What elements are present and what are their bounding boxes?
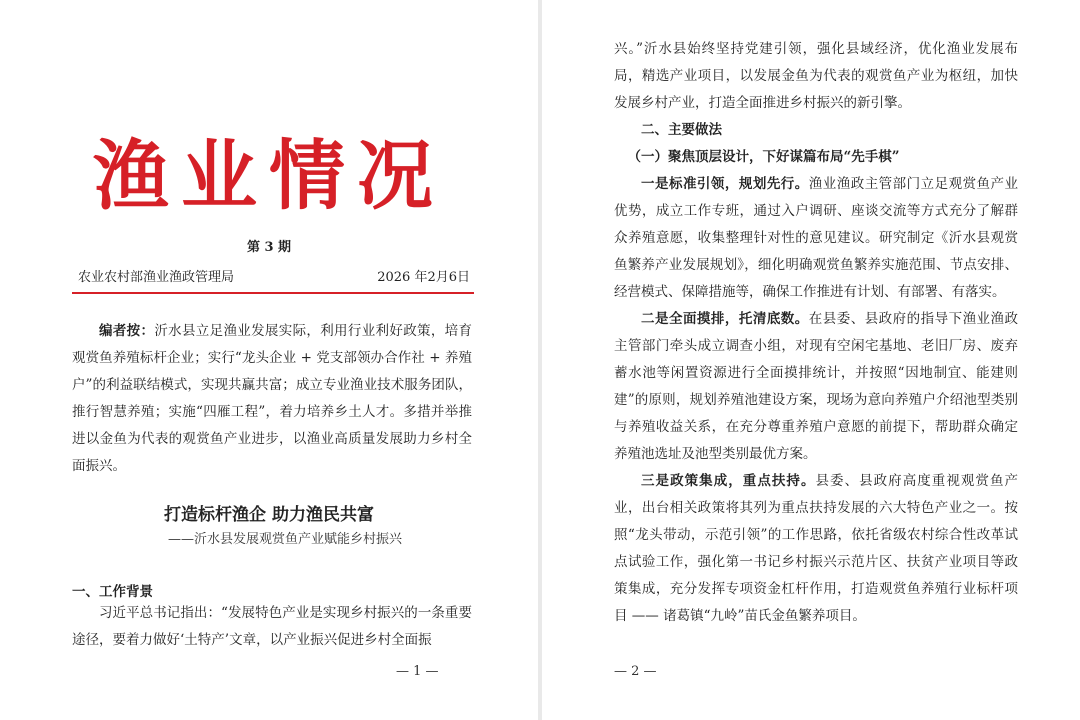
paragraph-text: 县委、县政府高度重视观赏鱼产业，出台相关政策将其列为重点扶持发展的六大特色产业之一。按照“龙头带动，示范引领”的工作思路，依托省级农村综合性改革试点试验工作，强化第一书记乡村振兴示范片区、扶贫产业项目等政策集成，充分发挥专项资金杠杆作用，打造观赏鱼养殖行业标杆项目 —— 诸葛镇“九岭”苗氏金鱼繁养项目。 — [614, 473, 1019, 624]
subsection-heading: （一）聚焦顶层设计，下好谋篇布局“先手棋” — [627, 149, 900, 165]
continuation-paragraph: 兴。”沂水县始终坚持党建引领，强化县域经济，优化渔业发展布局，精选产业项目，以发展金鱼为代表的观赏鱼产业为枢纽，加快发展乡村产业，打造全面推进乡村振兴的新引擎。 — [614, 41, 1018, 111]
paragraph-lead: 三是政策集成，重点扶持。 — [641, 473, 816, 489]
publisher-row — [78, 266, 470, 285]
section-heading-background: 一、工作背景 — [72, 584, 153, 600]
paragraph-text: 在县委、县政府的指导下渔业渔政主管部门牵头成立调查小组，对现有空闲宅基地、老旧厂房、废弃蓄水池等闲置资源进行全面摸排统计，并按照“因地制宜、能建则建”的原则，规划养殖池建设方案，现场为意向养殖户介绍池型类别与养殖收益关系，在充分尊重养殖户意愿的前提下，帮助群众确定养殖池选址及池型类别最优方案。 — [614, 311, 1019, 462]
publish-date: 2026 年2月6日 — [377, 270, 470, 285]
left-page — [0, 0, 538, 720]
section-heading-practices: 二、主要做法 — [641, 122, 722, 138]
page-number: — 1 — — [396, 664, 439, 679]
article-subtitle: ——沂水县发展观赏鱼产业赋能乡村振兴 — [168, 532, 403, 547]
publisher: 农业农村部渔业渔政管理局 — [78, 270, 235, 285]
article-title: 打造标杆渔企 助力渔民共富 — [164, 505, 374, 525]
body-paragraph: 习近平总书记指出：“发展特色产业是实现乡村振兴的一条重要途径，要着力做好‘土特产’文章，以产业振兴促进乡村全面振 — [72, 605, 472, 648]
issue-number: 第 3 期 — [246, 240, 292, 255]
page-number: — 2 — — [614, 664, 657, 679]
editor-note-label: 编者按： — [99, 323, 155, 339]
masthead-title: 渔业情况 — [93, 131, 445, 220]
paragraph-survey — [614, 306, 1018, 468]
paragraph-standards — [614, 171, 1018, 306]
red-divider-rule — [72, 292, 474, 294]
paragraph-lead: 二是全面摸排，托清底数。 — [641, 311, 809, 327]
paragraph-text: 渔业渔政主管部门立足观赏鱼产业优势，成立工作专班，通过入户调研、座谈交流等方式充分了解群众养殖意愿，收集整理针对性的意见建议。研究制定《沂水县观赏鱼繁养产业发展规划》，细化明确观赏鱼繁养实施范围、节点安排、经营模式、保障措施等，确保工作推进有计划、有部署、有落实。 — [614, 176, 1019, 300]
paragraph-lead: 一是标准引领，规划先行。 — [641, 176, 809, 192]
editor-note — [72, 318, 472, 480]
right-page-text — [614, 36, 1018, 630]
paragraph-policy — [614, 468, 1018, 630]
editor-note-text: 沂水县立足渔业发展实际，利用行业利好政策，培育观赏鱼养殖标杆企业；实行“龙头企业 + 党支部领办合作社 + 养殖户”的利益联结模式，实现共赢共富；成立专业渔业技术服务团队，推行智慧养殖；实施“四雁工程”，着力培养乡土人才。多措并举推进以金鱼为代表的观赏鱼产业进步，以渔业高质量发展助力乡村全面振兴。 — [72, 323, 473, 474]
